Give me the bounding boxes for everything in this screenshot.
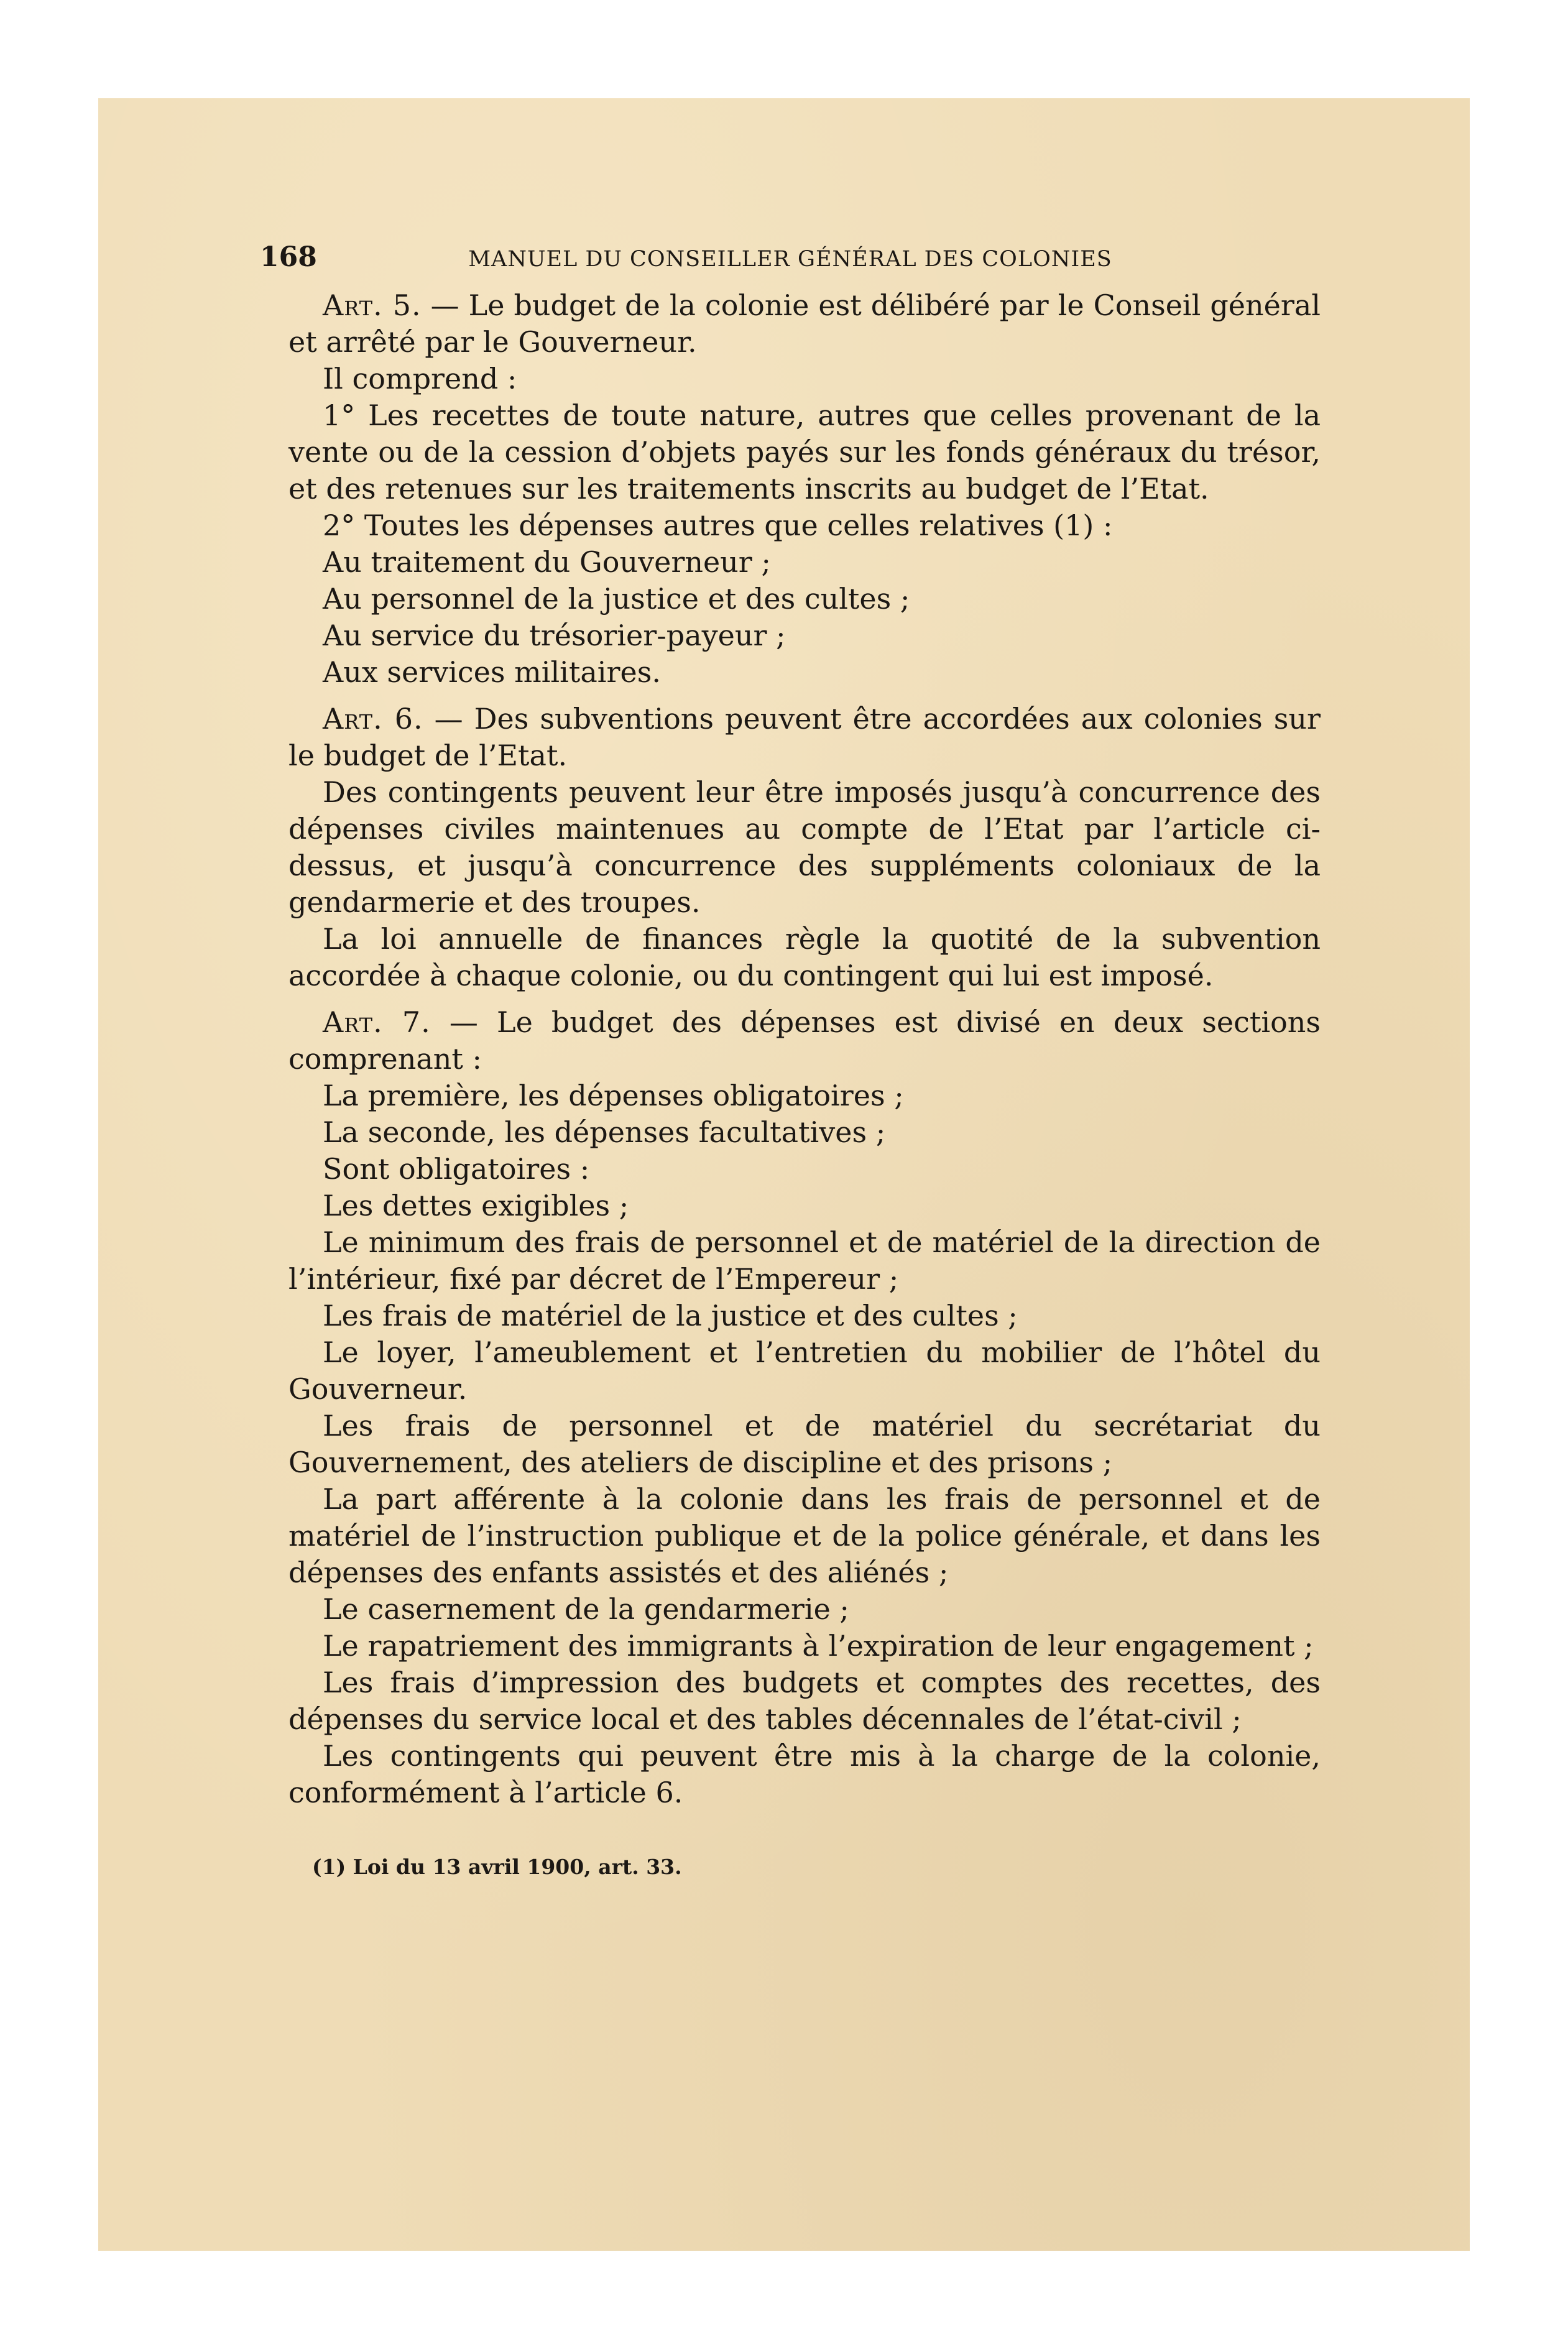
art7-minimum-frais: Le minimum des frais de personnel et de matériel de la direction de l’intérieur, fixé par décret de l’Empereur ; xyxy=(288,1225,1321,1296)
book-page xyxy=(98,98,1470,2251)
art5-comprend: Il comprend : xyxy=(323,362,517,395)
art7-impression: Les frais d’impression des budgets et comptes des recettes, des dépenses du service local et des tables décennales de l’état-civil ; xyxy=(288,1666,1321,1736)
running-title: MANUEL DU CONSEILLER GÉNÉRAL DES COLONIES xyxy=(468,247,1112,272)
art5-subitem-justice: Au personnel de la justice et des cultes ; xyxy=(323,582,910,616)
art7-premiere: La première, les dépenses obligatoires ; xyxy=(323,1079,904,1112)
art7-secretariat: Les frais de personnel et de matériel du secrétariat du Gouvernement, des ateliers de discipline et des prisons ; xyxy=(288,1409,1321,1479)
art7-text: — Le budget des dépenses est divisé en deux sections comprenant : xyxy=(288,1005,1321,1076)
art7-casernement: Le casernement de la gendarmerie ; xyxy=(323,1592,849,1626)
art7-contingents: Les contingents qui peuvent être mis à la charge de la colonie, conformément à l’article 6. xyxy=(288,1739,1321,1809)
art6-text: — Des subventions peuvent être accordées aux colonies sur le budget de l’Etat. xyxy=(288,702,1321,772)
art5-text: — Le budget de la colonie est délibéré par le Conseil général et arrêté par le Gouverneur. xyxy=(288,288,1321,359)
art7-rapatriement: Le rapatriement des immigrants à l’expiration de leur engagement ; xyxy=(323,1629,1314,1663)
art5-label: Art. 5. xyxy=(323,288,422,322)
art5-item-1: 1° Les recettes de toute nature, autres que celles provenant de la vente ou de la cession d’objets payés sur les fonds généraux du trésor, et des retenues sur les traitements inscrits au budget de l’Etat. xyxy=(288,399,1321,505)
art5-subitem-gouverneur: Au traitement du Gouverneur ; xyxy=(323,545,771,579)
running-head xyxy=(260,241,1321,287)
art5-subitem-militaires: Aux services militaires. xyxy=(323,655,661,689)
art7-loyer: Le loyer, l’ameublement et l’entretien du mobilier de l’hôtel du Gouverneur. xyxy=(288,1336,1321,1406)
footnote: (1) Loi du 13 avril 1900, art. 33. xyxy=(312,1855,682,1879)
art7-obligatoires: Sont obligatoires : xyxy=(323,1152,590,1186)
art6-label: Art. 6. xyxy=(323,702,423,736)
art7-dettes: Les dettes exigibles ; xyxy=(323,1189,629,1222)
page-number: 168 xyxy=(260,241,317,273)
art6-contingents: Des contingents peuvent leur être imposés jusqu’à concurrence des dépenses civiles maintenues au compte de l’Etat par l’article ci-dessus, et jusqu’à concurrence des suppléments coloniaux de la gendarmerie et des troupes. xyxy=(288,775,1321,919)
art5-item-2: 2° Toutes les dépenses autres que celles relatives (1) : xyxy=(323,509,1113,542)
art7-frais-justice: Les frais de matériel de la justice et des cultes ; xyxy=(323,1299,1018,1332)
art7-label: Art. 7. xyxy=(323,1005,431,1039)
art5-paragraph xyxy=(288,287,1321,361)
art6-paragraph xyxy=(288,701,1321,774)
art7-seconde: La seconde, les dépenses facultatives ; xyxy=(323,1115,886,1149)
art5-subitem-tresorier: Au service du trésorier-payeur ; xyxy=(323,619,786,652)
art7-paragraph xyxy=(288,1004,1321,1078)
art7-instruction: La part afférente à la colonie dans les frais de personnel et de matériel de l’instruction publique et de la police générale, et dans les dépenses des enfants assistés et des aliénés ; xyxy=(288,1482,1321,1589)
art6-loi-annuelle: La loi annuelle de finances règle la quotité de la subvention accordée à chaque colonie, ou du contingent qui lui est imposé. xyxy=(288,922,1321,992)
page-text xyxy=(260,241,1321,1879)
